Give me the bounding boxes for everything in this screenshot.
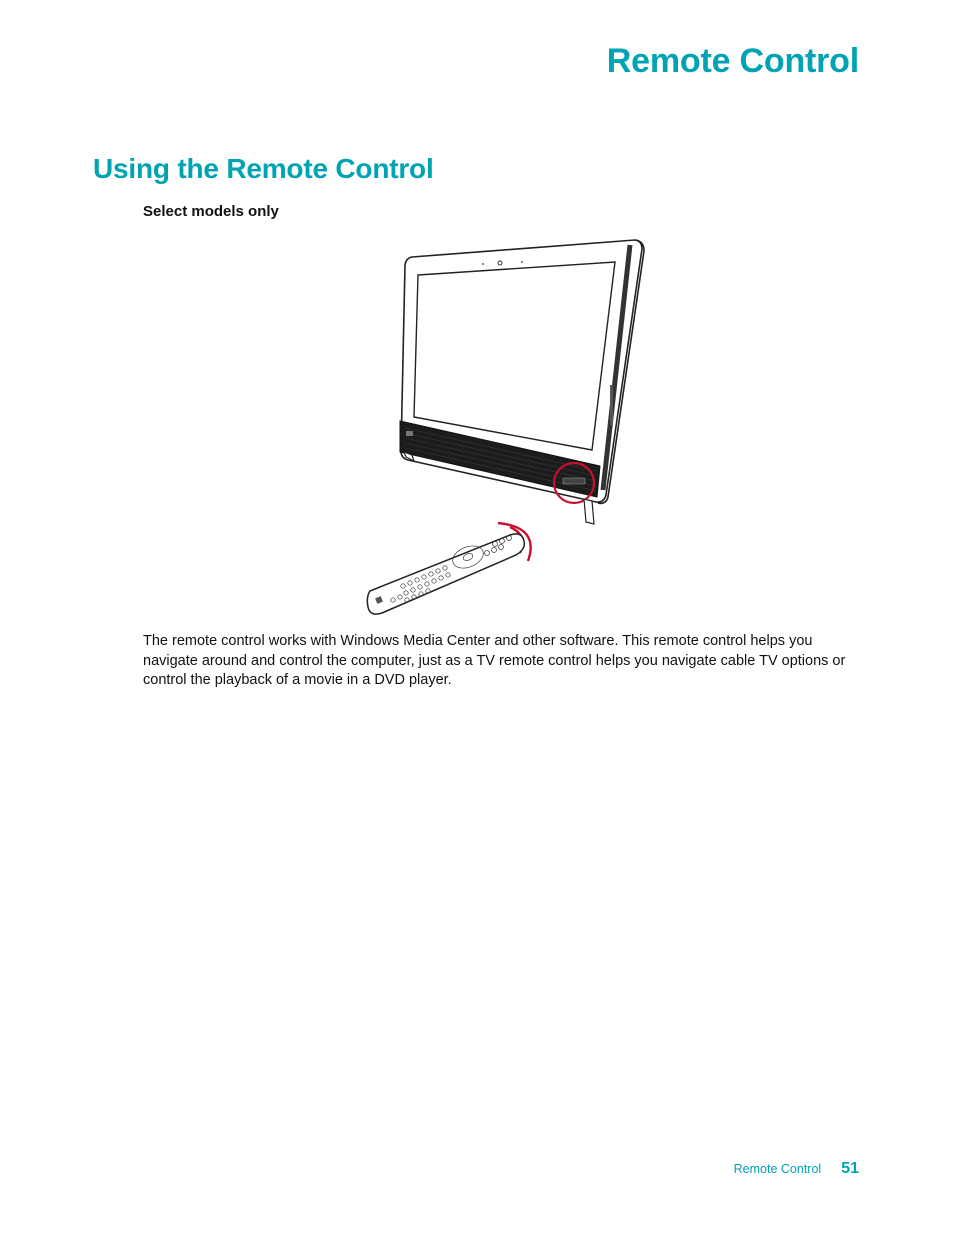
brand-logo-icon xyxy=(406,431,413,436)
footer-chapter-label: Remote Control xyxy=(733,1162,822,1176)
remote-control-icon xyxy=(367,534,524,614)
page-number: 51 xyxy=(841,1160,859,1177)
section-title: Using the Remote Control xyxy=(93,153,434,184)
computer-with-remote-icon xyxy=(360,235,650,620)
body-paragraph: The remote control works with Windows Media Center and other software. This remote control helps you navigate around and control the computer, just as a TV remote control helps you navigate cable TV options or control the playback of a movie in a DVD player. xyxy=(143,633,846,688)
computer-with-remote-illustration xyxy=(360,235,650,620)
models-note: Select models only xyxy=(143,203,279,220)
chapter-title: Remote Control xyxy=(606,42,859,80)
monitor-screen xyxy=(414,262,615,450)
monitor-foot-right xyxy=(584,499,594,524)
page-footer xyxy=(734,1160,859,1178)
